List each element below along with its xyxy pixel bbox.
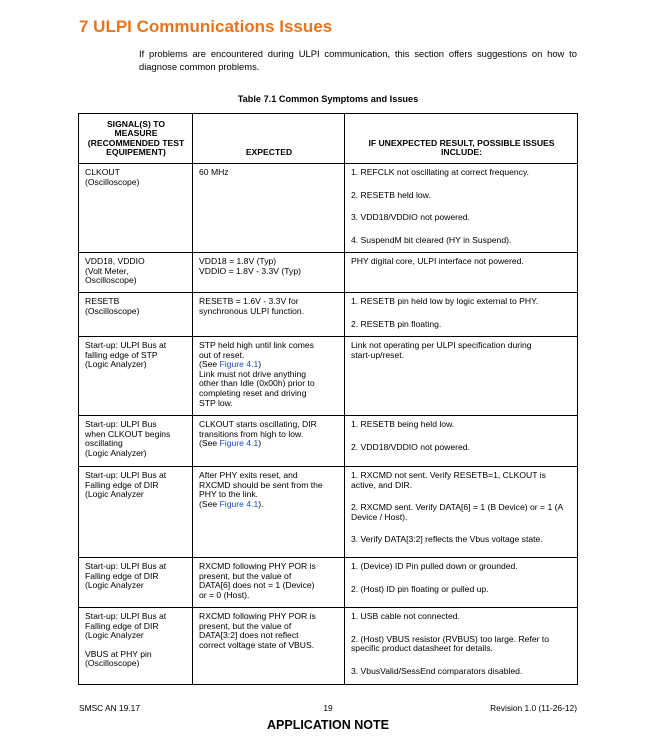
issues-cell — [345, 467, 578, 558]
issue-item: 2. RESETB held low. — [351, 189, 431, 200]
expected-line: synchronous ULPI function. — [199, 305, 305, 316]
signal-line: Falling edge of DIR — [85, 479, 159, 490]
signal-cell — [79, 608, 193, 685]
issues-cell — [345, 164, 578, 253]
footer-revision: Revision 1.0 (11-26-12) — [490, 703, 577, 713]
expected-line: After PHY exits reset, and — [199, 470, 298, 480]
signal-cell — [79, 253, 193, 293]
expected-line: transitions from high to low. — [199, 428, 304, 439]
signal-line: Start-up: ULPI Bus at — [85, 611, 167, 621]
signal-line: (Logic Analyzer — [85, 630, 144, 641]
expected-cell — [193, 253, 345, 293]
figure-link[interactable]: Figure 4.1 — [219, 438, 259, 449]
table-row — [79, 164, 578, 253]
issues-cell — [345, 337, 578, 416]
signal-line: (Logic Analyzer) — [85, 359, 147, 370]
issues-cell — [345, 608, 578, 685]
expected-line: STP held high until link comes — [199, 340, 314, 350]
signal-line: falling edge of STP — [85, 349, 158, 360]
issue-item: 3. Verify DATA[3:2] reflects the Vbus voltage state. — [351, 534, 543, 545]
expected-line: 60 MHz — [199, 167, 229, 177]
expected-line: Link must not drive anything — [199, 368, 307, 379]
table-caption: Table 7.1 Common Symptoms and Issues — [237, 94, 419, 104]
expected-cell — [193, 164, 345, 253]
expected-line: DATA[6] does not = 1 (Device) — [199, 580, 315, 591]
table-row — [79, 293, 578, 337]
expected-line: or = 0 (Host). — [199, 589, 250, 600]
table-row — [79, 608, 578, 685]
signal-line: (Oscilloscope) — [85, 658, 140, 669]
issue-item: 2. RESETB pin floating. — [351, 318, 442, 329]
expected-line: RESETB = 1.6V - 3.3V for — [199, 296, 299, 306]
footer-doc-id: SMSC AN 19.17 — [79, 703, 140, 713]
issue-item: 1. RXCMD not sent. Verify RESETB=1, CLKOUT is active, and DIR. — [351, 470, 546, 490]
issues-cell — [345, 293, 578, 337]
expected-line: (See — [199, 438, 220, 449]
signal-line: Start-up: ULPI Bus at — [85, 470, 167, 480]
signal-line: Start-up: ULPI Bus — [85, 419, 157, 429]
expected-line: correct voltage state of VBUS. — [199, 639, 315, 650]
expected-line: DATA[3:2] does not reflect — [199, 630, 299, 641]
signal-line: Start-up: ULPI Bus at — [85, 340, 167, 350]
section-title: 7 ULPI Communications Issues — [79, 17, 333, 36]
expected-line: ) — [258, 359, 262, 370]
signal-line: when CLKOUT begins — [85, 428, 171, 439]
signal-line: (Logic Analyzer — [85, 489, 144, 500]
expected-line: STP low. — [199, 397, 233, 408]
signal-line: RESETB — [85, 296, 120, 306]
signal-line: Falling edge of DIR — [85, 570, 159, 581]
expected-line: completing reset and driving — [199, 387, 307, 398]
issue-item: 4. SuspendM bit cleared (HY in Suspend). — [351, 234, 512, 245]
table-row — [79, 253, 578, 293]
table-row — [79, 337, 578, 416]
expected-cell — [193, 293, 345, 337]
issue-item: 1. RESETB pin held low by logic external to PHY. — [351, 296, 539, 306]
signal-line: (Logic Analyzer — [85, 580, 144, 591]
issue-item: PHY digital core, ULPI interface not powered. — [351, 256, 524, 266]
expected-cell — [193, 416, 345, 467]
signal-line: VDD18, VDDIO — [85, 256, 145, 266]
signal-line: oscillating — [85, 438, 123, 449]
signal-line: Oscilloscope) — [85, 275, 137, 286]
expected-line: CLKOUT starts oscillating, DIR — [199, 419, 317, 429]
signal-cell — [79, 293, 193, 337]
table-header-row — [79, 114, 578, 164]
issue-item: 1. (Device) ID Pin pulled down or grounded. — [351, 561, 518, 571]
expected-line: (See — [199, 498, 220, 509]
expected-line: out of reset. — [199, 349, 245, 360]
expected-line: RXCMD following PHY POR is — [199, 561, 316, 571]
table-row — [79, 558, 578, 608]
issue-item: Link not operating per ULPI specification during — [351, 340, 532, 350]
header-signal: SIGNAL(S) TO MEASURE (RECOMMENDED TEST EQUIPEMENT) — [79, 114, 193, 164]
expected-line: ) — [258, 438, 262, 449]
signal-line: (Volt Meter, — [85, 265, 129, 276]
symptoms-table — [78, 113, 578, 685]
issue-item: 1. USB cable not connected. — [351, 611, 460, 621]
issues-cell — [345, 253, 578, 293]
signal-line: Start-up: ULPI Bus at — [85, 561, 167, 571]
signal-cell — [79, 558, 193, 608]
expected-line: PHY to the link. — [199, 489, 259, 500]
table-row — [79, 416, 578, 467]
signal-cell — [79, 337, 193, 416]
signal-line: (Oscilloscope) — [85, 305, 140, 316]
expected-line: RXCMD should be sent from the — [199, 479, 323, 490]
expected-line: VDD18 = 1.8V (Typ) — [199, 256, 277, 266]
table-row — [79, 467, 578, 558]
issue-item: 1. RESETB being held low. — [351, 419, 455, 429]
issues-cell — [345, 416, 578, 467]
header-expected: EXPECTED — [193, 114, 345, 164]
signal-line: VBUS at PHY pin — [85, 648, 152, 659]
issue-item: 2. VDD18/VDDIO not powered. — [351, 441, 470, 452]
signal-line: (Oscilloscope) — [85, 176, 140, 187]
expected-line: VDDIO = 1.8V - 3.3V (Typ) — [199, 265, 301, 276]
issue-item: 2. (Host) VBUS resistor (RVBUS) too large. Refer to specific product datasheet for details. — [351, 633, 550, 654]
issue-item: start-up/reset. — [351, 349, 405, 360]
expected-cell — [193, 337, 345, 416]
signal-cell — [79, 467, 193, 558]
issues-cell — [345, 558, 578, 608]
signal-line: Falling edge of DIR — [85, 620, 159, 631]
expected-line: ). — [258, 498, 264, 509]
header-issues: IF UNEXPECTED RESULT, POSSIBLE ISSUES INCLUDE: — [345, 114, 578, 164]
figure-link[interactable]: Figure 4.1 — [219, 498, 259, 509]
expected-cell — [193, 608, 345, 685]
issue-item: 1. REFCLK not oscillating at correct frequency. — [351, 167, 530, 177]
figure-link[interactable]: Figure 4.1 — [219, 359, 259, 370]
signal-cell — [79, 164, 193, 253]
issue-item: 3. VbusValid/SessEnd comparators disabled. — [351, 665, 523, 676]
expected-cell — [193, 467, 345, 558]
issue-item: 2. RXCMD sent. Verify DATA[6] = 1 (B Device) or = 1 (A Device / Host). — [351, 502, 563, 522]
expected-line: RXCMD following PHY POR is — [199, 611, 316, 621]
issue-item: 2. (Host) ID pin floating or pulled up. — [351, 583, 489, 594]
expected-cell — [193, 558, 345, 608]
expected-line: other than Idle (0x00h) prior to — [199, 378, 315, 389]
signal-line: (Logic Analyzer) — [85, 447, 147, 458]
issue-item: 3. VDD18/VDDIO not powered. — [351, 212, 470, 223]
footer-page-number: 19 — [323, 703, 333, 713]
document-type: APPLICATION NOTE — [267, 718, 389, 732]
expected-line: present, but the value of — [199, 570, 292, 581]
expected-line: present, but the value of — [199, 620, 292, 631]
signal-cell — [79, 416, 193, 467]
intro-text: If problems are encountered during ULPI communication, this section offers suggestions on how to diagnose common problems. — [139, 48, 577, 72]
signal-line: CLKOUT — [85, 167, 120, 177]
expected-line: (See — [199, 359, 220, 370]
